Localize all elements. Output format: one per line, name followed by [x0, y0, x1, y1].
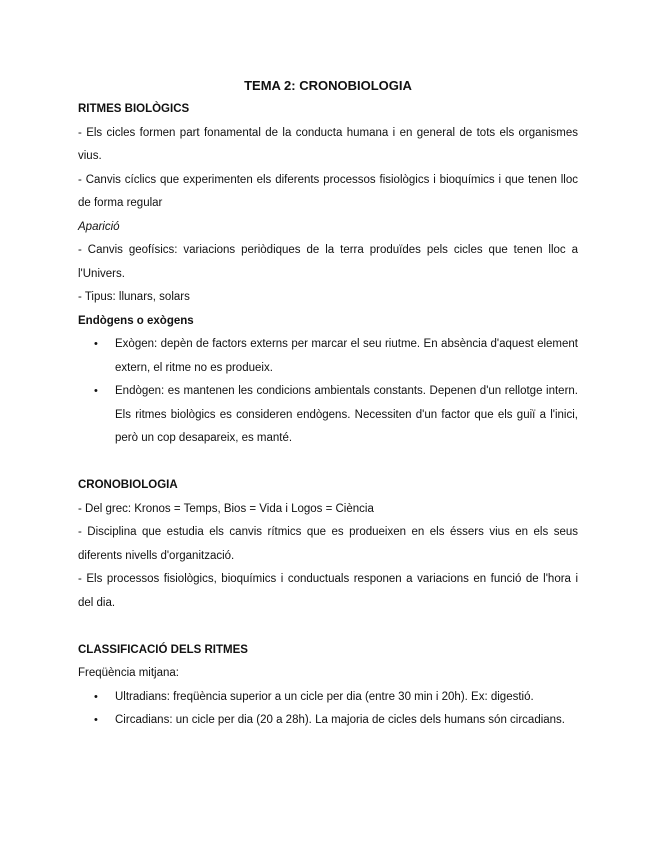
subheading-endogens-exogens: Endògens o exògens: [78, 314, 194, 327]
paragraph: - Els processos fisiològics, bioquímics i conductuals responen a variacions en funció de l'hora i del dia.: [78, 573, 578, 609]
bullet-icon: •: [94, 690, 98, 703]
paragraph: Freqüència mitjana:: [78, 667, 179, 679]
bullet-icon: •: [94, 714, 98, 726]
section-heading-ritmes-biologics: RITMES BIOLÒGICS: [78, 103, 190, 115]
list-item: [78, 709, 578, 733]
paragraph: - Del grec: Kronos = Temps, Bios = Vida i Logos = Ciència: [78, 502, 374, 515]
document-page: [78, 74, 578, 733]
bullet-icon: •: [94, 385, 98, 397]
spacer: [78, 451, 578, 475]
section-heading-cronobiologia: CRONOBIOLOGIA: [78, 479, 178, 491]
page-title: TEMA 2: CRONOBIOLOGIA: [244, 78, 412, 93]
paragraph: - Tipus: llunars, solars: [78, 291, 190, 303]
spacer: [78, 615, 578, 639]
list-item: [78, 686, 578, 710]
section-heading-classificacio: CLASSIFICACIÓ DELS RITMES: [78, 643, 248, 656]
paragraph: - Canvis cíclics que experimenten els diferents processos fisiològics i bioquímics i que tenen lloc de forma regular: [78, 173, 578, 209]
list-item-text: Ultradians: freqüència superior a un cicle per dia (entre 30 min i 20h). Ex: digestió.: [115, 690, 534, 703]
bullet-list: [78, 333, 578, 451]
paragraph: - Els cicles formen part fonamental de la conducta humana i en general de tots els organismes vius.: [78, 126, 578, 162]
subheading-aparicio: Aparició: [78, 220, 120, 233]
list-item: [78, 333, 578, 380]
paragraph: - Disciplina que estudia els canvis rítmics que es produeixen en els éssers vius en els seus diferents nivells d'organització.: [78, 526, 578, 562]
bullet-icon: •: [94, 338, 98, 350]
paragraph: - Canvis geofísics: variacions periòdiques de la terra produïdes pels cicles que tenen lloc a l'Univers.: [78, 244, 578, 280]
list-item-text: Circadians: un cicle per dia (20 a 28h). La majoria de cicles dels humans són circadians.: [115, 714, 566, 726]
list-item-text: Exògen: depèn de factors externs per marcar el seu riutme. En absència d'aquest element extern, el ritme no es produeix.: [115, 338, 578, 374]
bullet-list: [78, 686, 578, 733]
list-item-text: Endògen: es mantenen les condicions ambientals constants. Depenen d'un rellotge intern. Els ritmes biològics es consideren endògens. Necessiten d'un factor que els guiï a l'inici, però un cop desapareix, es manté.: [115, 385, 578, 444]
list-item: [78, 380, 578, 451]
